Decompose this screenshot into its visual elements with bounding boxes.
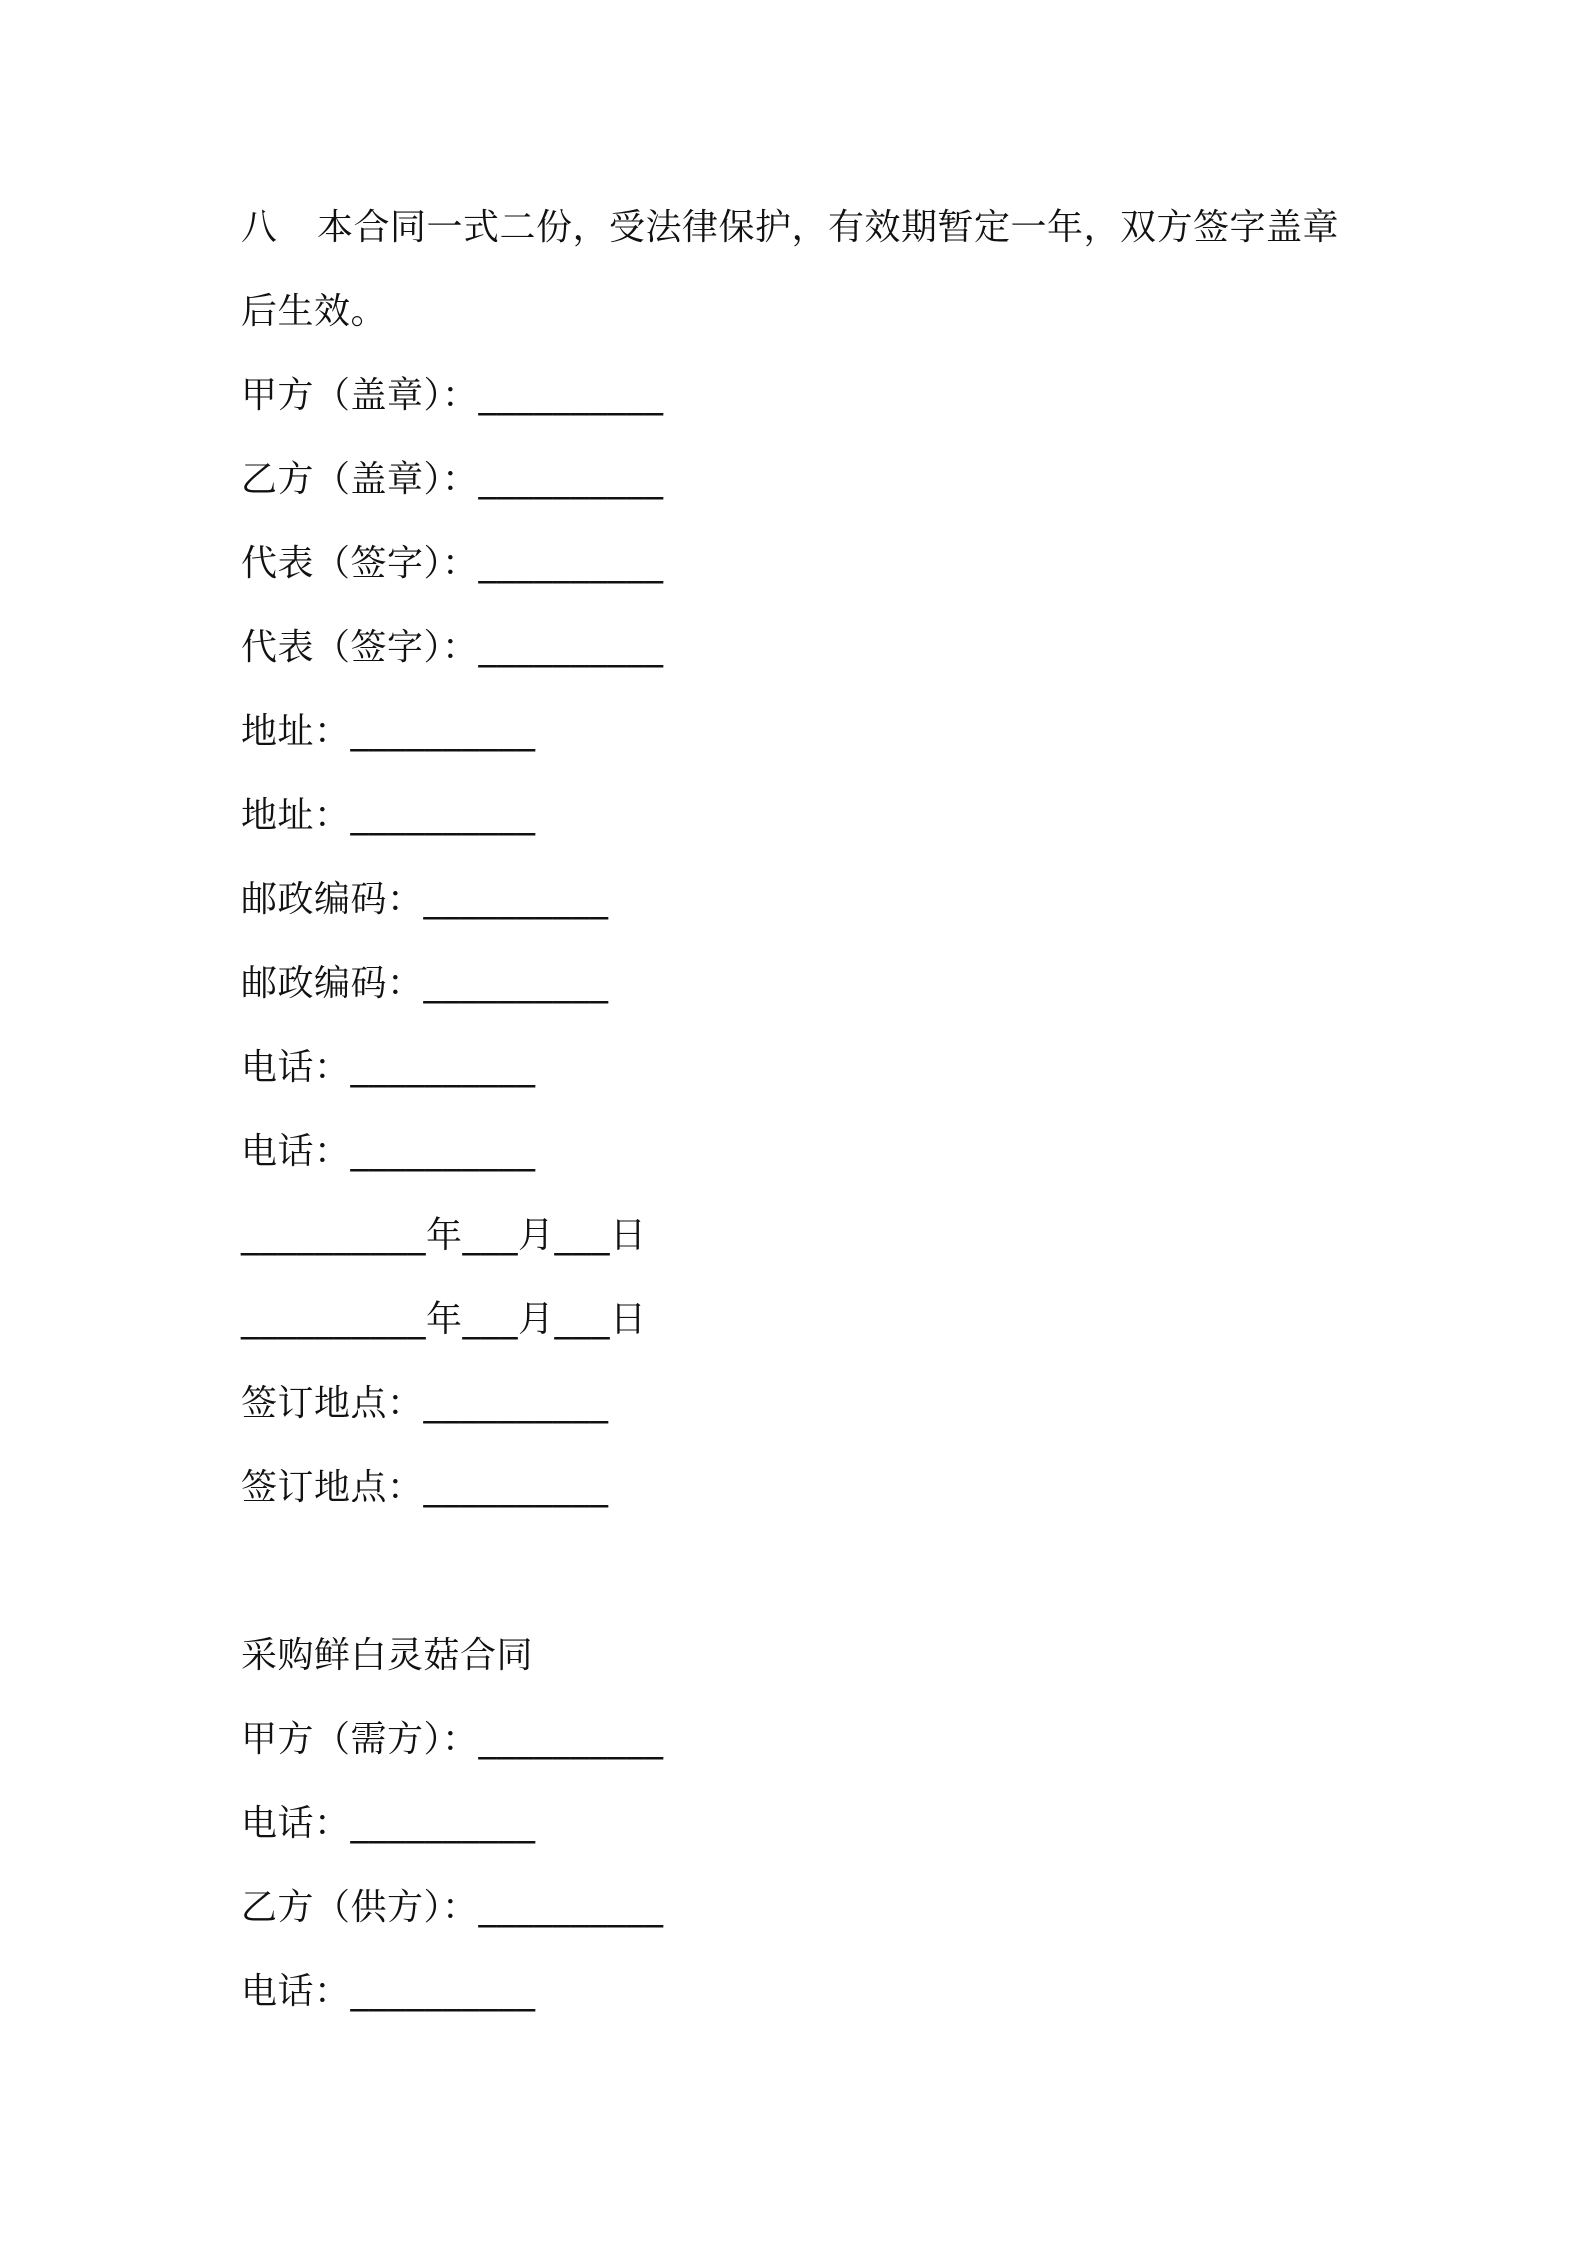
supplier-phone: 电话：__________: [241, 1971, 536, 2012]
party-b-postal-code: 邮政编码：__________: [241, 963, 609, 1004]
party-a-representative-signature: 代表（签字）：__________: [241, 543, 664, 584]
buyer-phone: 电话：__________: [241, 1803, 536, 1844]
clause-eight-line1: [241, 204, 1339, 252]
clause-number: 八: [241, 207, 278, 248]
buyer-party: 甲方（需方）：__________: [241, 1719, 664, 1760]
party-a-seal: 甲方（盖章）：__________: [241, 375, 664, 416]
party-b-signing-place: 签订地点：__________: [241, 1467, 609, 1508]
party-a-postal-code: 邮政编码：__________: [241, 879, 609, 920]
party-b-seal: 乙方（盖章）：__________: [241, 459, 664, 500]
party-a-signing-place: 签订地点：__________: [241, 1383, 609, 1424]
party-a-address: 地址：__________: [241, 711, 536, 752]
party-b-representative-signature: 代表（签字）：__________: [241, 627, 664, 668]
supplier-party: 乙方（供方）：__________: [241, 1887, 664, 1928]
clause-text-line1: 本合同一式二份，受法律保护，有效期暂定一年，双方签字盖章: [317, 207, 1340, 248]
party-b-phone: 电话：__________: [241, 1131, 536, 1172]
second-contract-title: 采购鲜白灵菇合同: [241, 1635, 534, 1676]
party-a-phone: 电话：__________: [241, 1047, 536, 1088]
party-b-address: 地址：__________: [241, 795, 536, 836]
party-a-date: __________年___月___日: [241, 1215, 647, 1256]
clause-text-line2: 后生效。: [241, 291, 388, 332]
party-b-date: __________年___月___日: [241, 1299, 647, 1340]
